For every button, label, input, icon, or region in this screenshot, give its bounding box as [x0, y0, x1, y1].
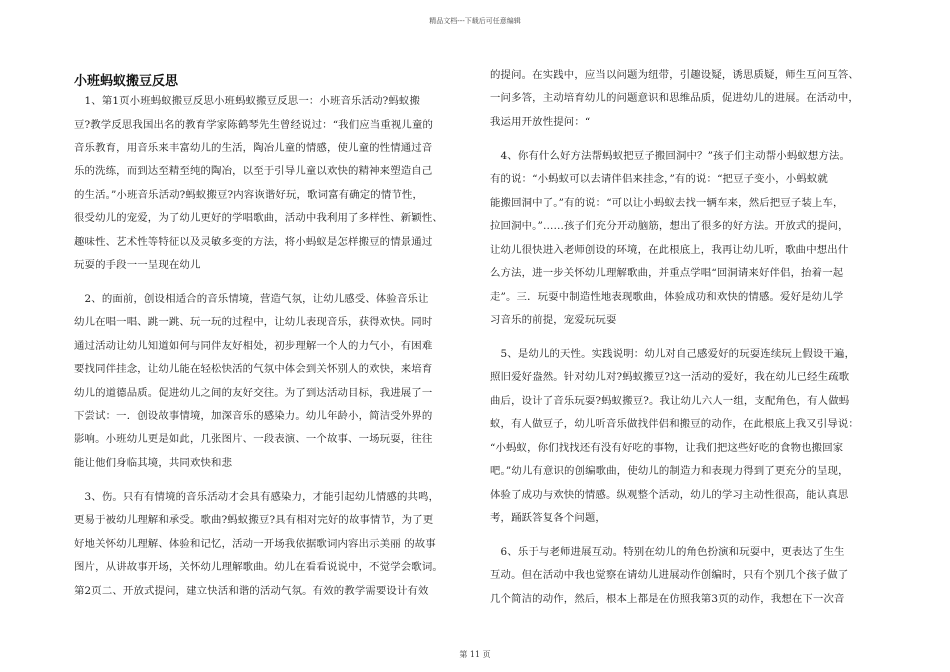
body-line: 6、乐于与老师进展互动。特别在幼儿的角色扮演和玩耍中，更表达了生生 [490, 546, 845, 558]
body-line: 乐的洗练，而到达至精至纯的陶冶，以至于引导儿童以欢快的精神来塑造自己 [74, 165, 433, 177]
body-line: 幼儿在唱一唱、跳一跳、玩一玩的过程中，让幼儿表现音乐，获得欢快。同时 [74, 316, 433, 328]
body-line: 几个简洁的动作，然后，根本上都是在仿照我第3页的动作，我想在下一次音 [490, 593, 845, 605]
body-line: 图片，从讲故事开场，关怀幼儿理解歌曲。幼儿在看看说说中，不觉学会歌词。 [74, 561, 443, 573]
body-line: 拉回洞中。”……孩子们充分开动脑筋，想出了很多的好方法。开放式的提问， [490, 220, 849, 232]
body-line: 互动。但在活动中我也觉察在请幼儿进展动作创编时，只有个别几个孩子做了 [490, 569, 849, 581]
body-line: 的生活。”小班音乐活动?蚂蚁搬豆?内容诙谐好玩，歌词富有确定的情节性， [74, 189, 423, 201]
body-line: 幼儿的道德品质。促进幼儿之间的友好交往。为了到达活动目标，我进展了一 [74, 387, 433, 399]
body-line: 4、你有什么好方法帮蚂蚁把豆子搬回洞中？”孩子们主动帮小蚂蚁想方法。 [490, 150, 851, 162]
body-line: 能搬回洞中了。”有的说：“可以让小蚂蚁去找一辆车来，然后把豆子装上车， [490, 197, 844, 209]
body-line: 要找同伴挂念，让幼儿能在轻松快活的气氛中体会到关怀别人的欢快，来培育 [74, 363, 433, 375]
body-line: 照旧爱好盎然。针对幼儿对?蚂蚁搬豆?这一活动的爱好，我在幼儿已经生疏歌 [490, 371, 850, 383]
body-line: 音乐教育，用音乐来丰富幼儿的生活，陶冶儿童的情感，使儿童的性情通过音 [74, 142, 433, 154]
body-line: 我运用开放性提问：“ [490, 116, 591, 128]
body-line: 有的说：“小蚂蚁可以去请伴侣来挂念，”有的说：“把豆子变小，小蚂蚁就 [490, 173, 828, 185]
body-line: 更易于被幼儿理解和承受。歌曲?蚂蚁搬豆?具有相对完好的故事情节，为了更 [74, 514, 434, 526]
body-line: 习音乐的前提，宠爱玩玩耍 [490, 314, 617, 326]
page-number: 第 11 页 [459, 650, 491, 659]
body-line: 趣味性、艺术性等特征以及灵敏多变的方法，将小蚂蚁是怎样搬豆的情景通过 [74, 236, 433, 248]
body-line: 下尝试：一．创设故事情境，加深音乐的感染力。幼儿年龄小，简洁受外界的 [74, 410, 433, 422]
body-line: “小蚂蚁，你们找找还有没有好吃的事物，让我们把这些好吃的食物也搬回家 [490, 442, 844, 454]
body-line: 2、的面前，创设相适合的音乐情境，营造气氛，让幼儿感受、体验音乐让 [74, 293, 429, 305]
body-line: 让幼儿很快进入老师创设的环境，在此根底上，我再让幼儿听，歌曲中想出什 [490, 244, 849, 256]
body-line: 第2页二、开放式提问，建立快活和谐的活动气氛。有效的教学需要设计有效 [74, 585, 429, 597]
body-line: 的提问。在实践中，应当以问题为纽带，引趣设疑，诱思质疑，师生互问互答、 [490, 69, 859, 81]
body-line: 5、是幼儿的天性。实践说明：幼儿对自己感爱好的玩耍连续玩上假设干遍， [490, 348, 856, 360]
body-line: 么方法，进一步关怀幼儿理解歌曲，并重点学唱“回洞请来好伴侣，抬着一起 [490, 267, 844, 279]
body-line: 考，踊跃答复各个问题， [490, 512, 606, 524]
body-line: 影响。小班幼儿更是如此，几张图片、一段表演、一个故事、一场玩耍，往往 [74, 433, 433, 445]
body-line: 蚁，有人做豆子，幼儿听音乐做找伴侣和搬豆的动作，在此根底上我又引导说： [490, 418, 859, 430]
body-line: 好地关怀幼儿理解、体验和记忆，活动一开场我依据歌词内容出示美丽 的故事 [74, 538, 436, 550]
body-line: 吧。”幼儿有意识的创编歌曲，使幼儿的制造力和表现力得到了更充分的呈现， [490, 465, 849, 477]
body-line: 玩耍的手段一一呈现在幼儿 [74, 259, 201, 271]
page-header: 精品文档---下载后可任意编辑 [429, 17, 521, 25]
body-line: 走”。三．玩耍中制造性地表现歌曲，体验成功和欢快的情感。爱好是幼儿学 [490, 291, 844, 303]
body-line: 体验了成功与欢快的情感。纵观整个活动，幼儿的学习主动性很高，能认真思 [490, 489, 849, 501]
document-title: 小班蚂蚁搬豆反思 [74, 74, 179, 89]
body-line: 3、伤。只有有情境的音乐活动才会具有感染力，才能引起幼儿情感的共鸣， [74, 491, 440, 503]
body-line: 很受幼儿的宠爱，为了幼儿更好的学唱歌曲，活动中我利用了多样性、新颖性、 [74, 212, 443, 224]
body-line: 豆?教学反思我国出名的教育学家陈鹤琴先生曾经说过：“我们应当重视儿童的 [74, 119, 434, 131]
right-column [490, 0, 885, 672]
body-line: 能让他们身临其境，共同欢快和悲 [74, 457, 233, 469]
body-line: 一问多答，主动培育幼儿的问题意识和思维品质，促进幼儿的进展。在活动中， [490, 92, 859, 104]
left-column [74, 0, 469, 672]
body-line: 1、第1页小班蚂蚁搬豆反思小班蚂蚁搬豆反思一：小班音乐活动?蚂蚁搬 [74, 95, 420, 107]
body-line: 曲后，设计了音乐玩耍?蚂蚁搬豆?。我让幼儿六人一组，支配角色，有人做蚂 [490, 395, 850, 407]
body-line: 通过活动让幼儿知道如何与同伴友好相处，初步理解一个人的力气小，有困难 [74, 340, 433, 352]
